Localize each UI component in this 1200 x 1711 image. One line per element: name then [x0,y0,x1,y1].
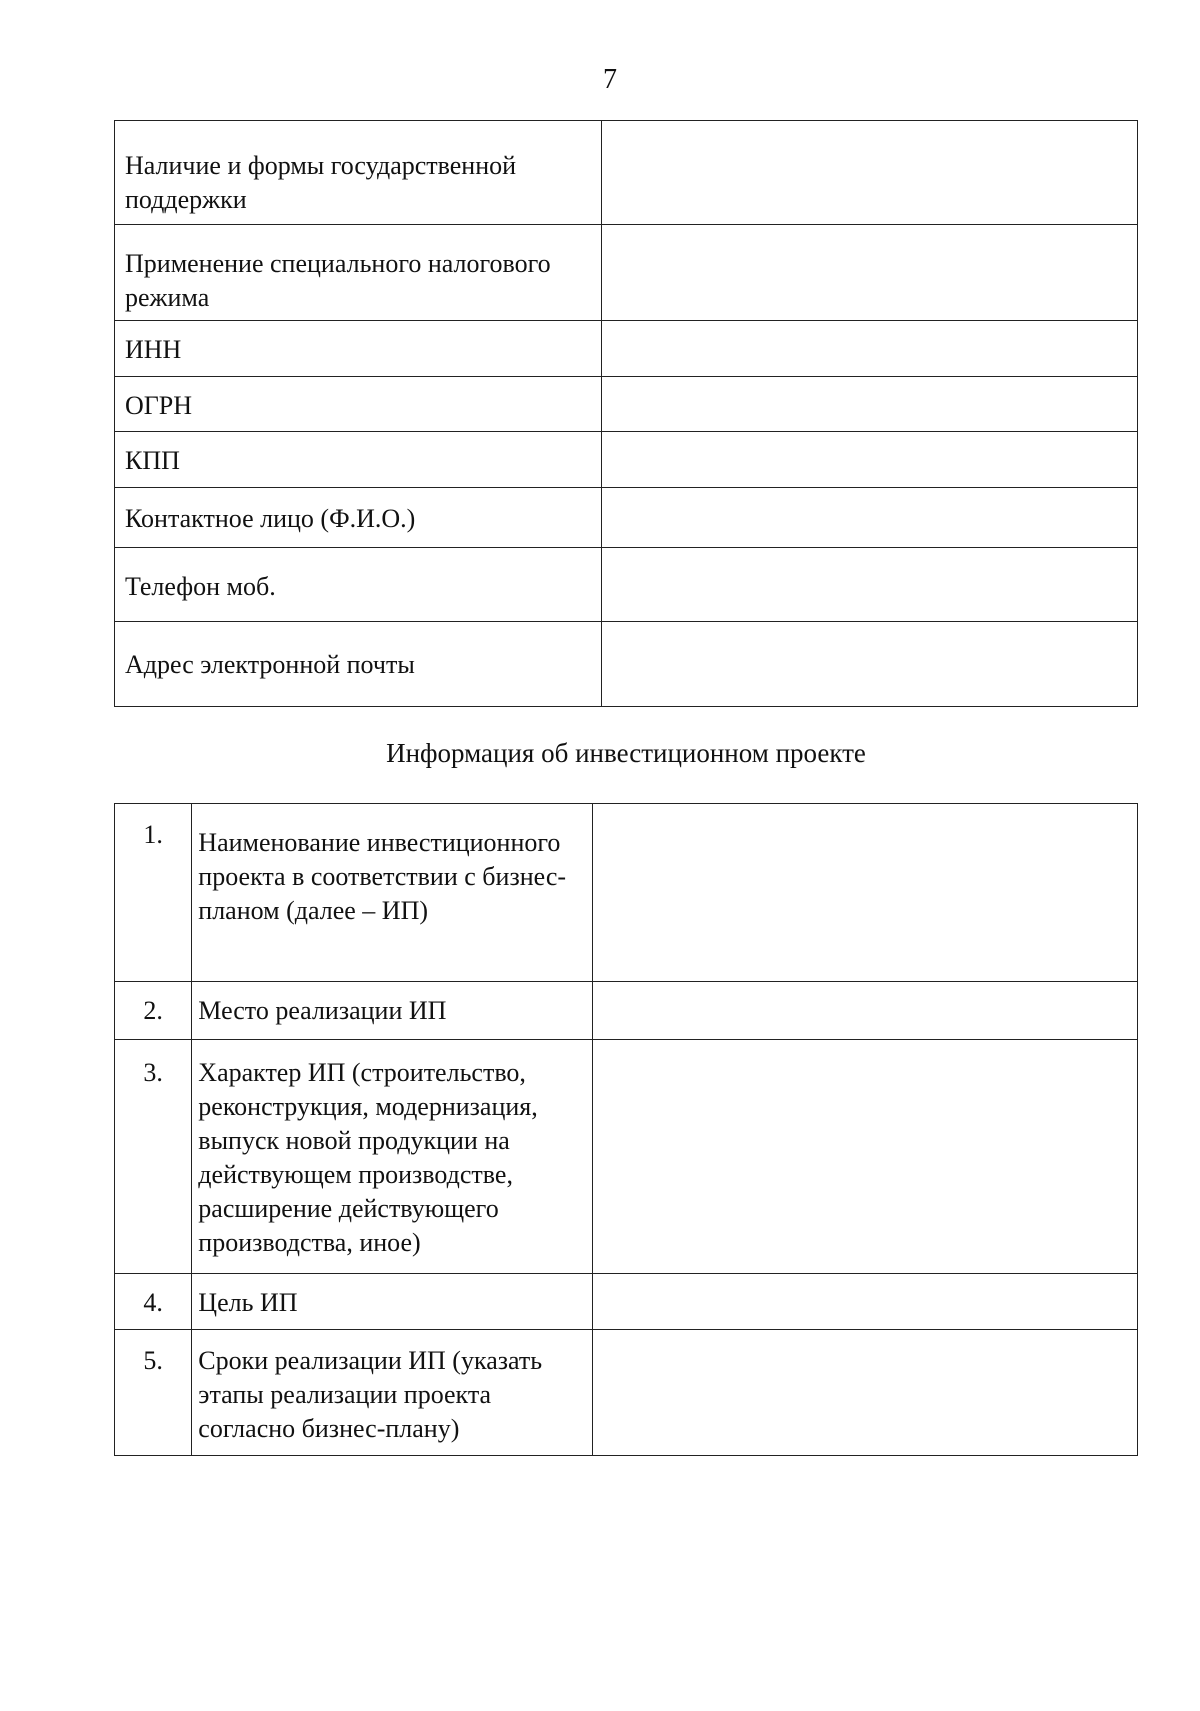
row-label-inn [115,321,602,377]
row-number: 2. [115,982,192,1040]
row-value-mobile-phone[interactable] [601,548,1137,622]
table-row [115,432,1138,488]
row-label-ogrn [115,377,602,432]
table-row [115,121,1138,225]
row-label-text: Характер ИП (строительство, реконструкция, модернизация, выпуск новой продукции на действующем производстве, расширение действующего производства, иное) [198,1058,538,1257]
table-row [115,321,1138,377]
page-number: 7 [603,64,617,95]
row-label-text: Наименование инвестиционного проекта в соответствии с бизнес-планом (далее – ИП) [198,828,567,925]
row-label-text: Наличие и формы государственной поддержки [125,151,517,214]
row-label-text: Место реализации ИП [198,996,447,1025]
table-row [115,1274,1138,1330]
company-info-table [114,120,1138,707]
table-row [115,488,1138,548]
row-number: 5. [115,1330,192,1456]
row-label-tax-regime [115,225,602,321]
row-label-text: Адрес электронной почты [125,650,415,679]
row-label-text: ОГРН [125,391,193,420]
row-label-state-support [115,121,602,225]
row-label-contact-person [115,488,602,548]
row-value-tax-regime[interactable] [601,225,1137,321]
table-row [115,225,1138,321]
row-label-project-timeline [192,1330,593,1456]
row-label-email [115,622,602,707]
row-value-contact-person[interactable] [601,488,1137,548]
row-value-ogrn[interactable] [601,377,1137,432]
row-label-text: Цель ИП [198,1288,298,1317]
table-row [115,804,1138,982]
row-label-text: Применение специального налогового режима [125,249,551,312]
section-heading: Информация об инвестиционном проекте [386,738,866,768]
table-row [115,622,1138,707]
row-label-text: Контактное лицо (Ф.И.О.) [125,504,416,533]
table-row [115,982,1138,1040]
table-row [115,548,1138,622]
row-number: 4. [115,1274,192,1330]
row-value-inn[interactable] [601,321,1137,377]
row-label-text: Сроки реализации ИП (указать этапы реализации проекта согласно бизнес-плану) [198,1346,543,1443]
row-value-kpp[interactable] [601,432,1137,488]
table-row [115,1330,1138,1456]
row-value-email[interactable] [601,622,1137,707]
row-value-project-character[interactable] [592,1040,1137,1274]
row-label-text: ИНН [125,335,182,364]
row-label-project-location [192,982,593,1040]
row-value-project-timeline[interactable] [592,1330,1137,1456]
row-number: 3. [115,1040,192,1274]
row-value-state-support[interactable] [601,121,1137,225]
table-row [115,1040,1138,1274]
row-label-mobile-phone [115,548,602,622]
row-label-kpp [115,432,602,488]
row-label-text: Телефон моб. [125,572,276,601]
row-label-text: КПП [125,446,180,475]
row-value-project-goal[interactable] [592,1274,1137,1330]
row-value-project-location[interactable] [592,982,1137,1040]
row-value-project-name[interactable] [592,804,1137,982]
row-label-project-character [192,1040,593,1274]
project-info-table [114,803,1138,1456]
row-label-project-goal [192,1274,593,1330]
row-number: 1. [115,804,192,982]
row-label-project-name [192,804,593,982]
table-row [115,377,1138,432]
